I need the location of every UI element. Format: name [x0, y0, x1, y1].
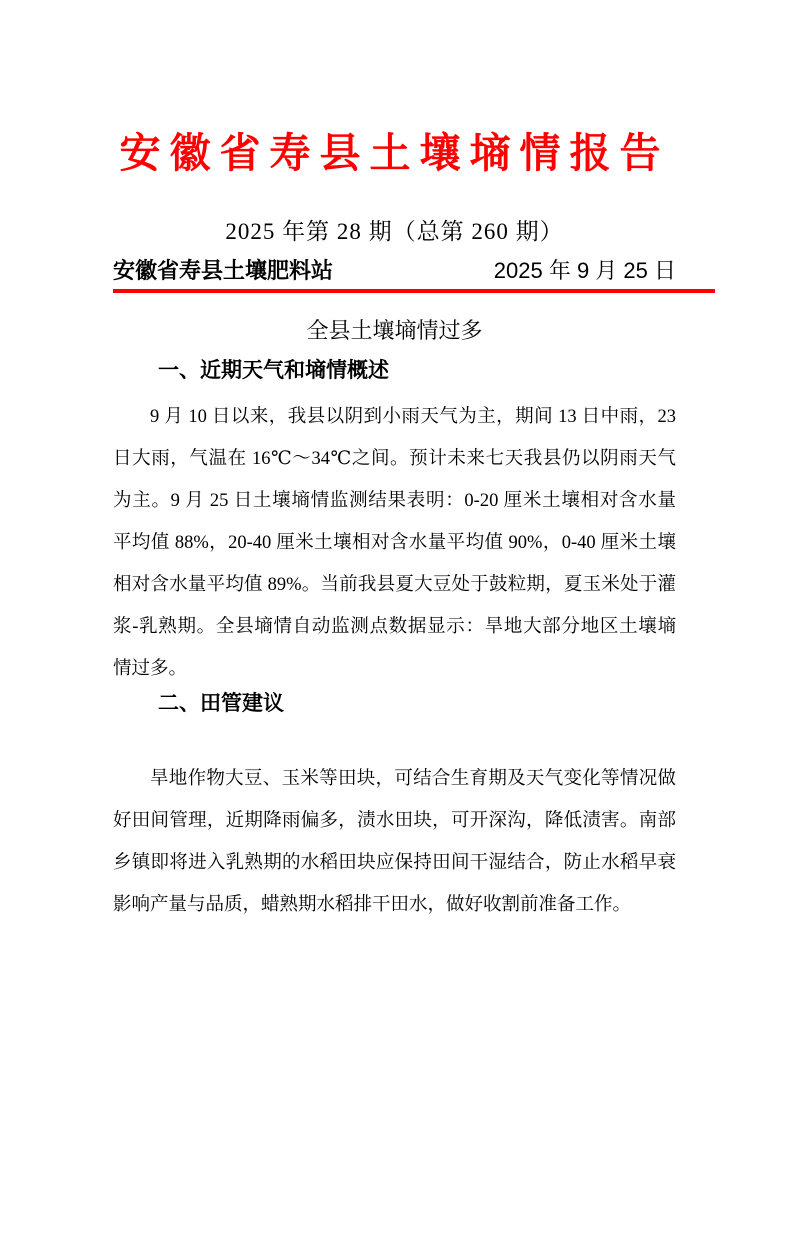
publisher-date-row [113, 256, 676, 286]
section-field-management [113, 692, 676, 926]
body-text-line: 影响产量与品质，蜡熟期水稻排干田水，做好收割前准备工作。 [113, 895, 632, 915]
header-divider-rule [113, 289, 715, 293]
document-title: 安徽省寿县土壤墒情报告 [119, 130, 670, 176]
body-text-line: 情过多。 [113, 659, 188, 679]
section-heading: 一、近期天气和墒情概述 [158, 359, 389, 382]
body-text-line: 为主。9 月 25 日土壤墒情监测结果表明：0-20 厘米土壤相对含水量 [113, 491, 676, 511]
issue-date: 2025 年 9 月 25 日 [493, 258, 676, 283]
body-text-line: 平均值 88%，20-40 厘米土壤相对含水量平均值 90%，0-40 厘米土壤 [113, 533, 676, 553]
body-text-line: 好田间管理，近期降雨偏多，渍水田块，可开深沟，降低渍害。南部 [113, 811, 676, 831]
document-subtitle: 全县土壤墒情过多 [306, 318, 483, 343]
issuing-agency: 安徽省寿县土壤肥料站 [113, 258, 334, 283]
section-heading: 二、田管建议 [158, 692, 284, 715]
section-weather-overview [113, 359, 676, 690]
body-text-line: 日大雨，气温在 16℃～34℃之间。预计未来七天我县仍以阴雨天气 [113, 449, 676, 469]
body-text-line: 浆-乳熟期。全县墒情自动监测点数据显示：旱地大部分地区土壤墒 [113, 617, 676, 637]
issue-number-line: 2025 年第 28 期（总第 260 期） [225, 219, 564, 244]
body-text-line: 旱地作物大豆、玉米等田块，可结合生育期及天气变化等情况做 [150, 769, 676, 789]
body-paragraph [113, 758, 676, 926]
report-page [0, 130, 793, 1252]
body-text-line: 乡镇即将进入乳熟期的水稻田块应保持田间干湿结合，防止水稻早衰 [113, 853, 676, 873]
body-paragraph [113, 396, 676, 690]
body-text-line: 相对含水量平均值 89%。当前我县夏大豆处于鼓粒期，夏玉米处于灌 [113, 575, 676, 595]
body-text-line: 9 月 10 日以来，我县以阴到小雨天气为主，期间 13 日中雨，23 [150, 407, 676, 427]
report-content [113, 130, 676, 926]
